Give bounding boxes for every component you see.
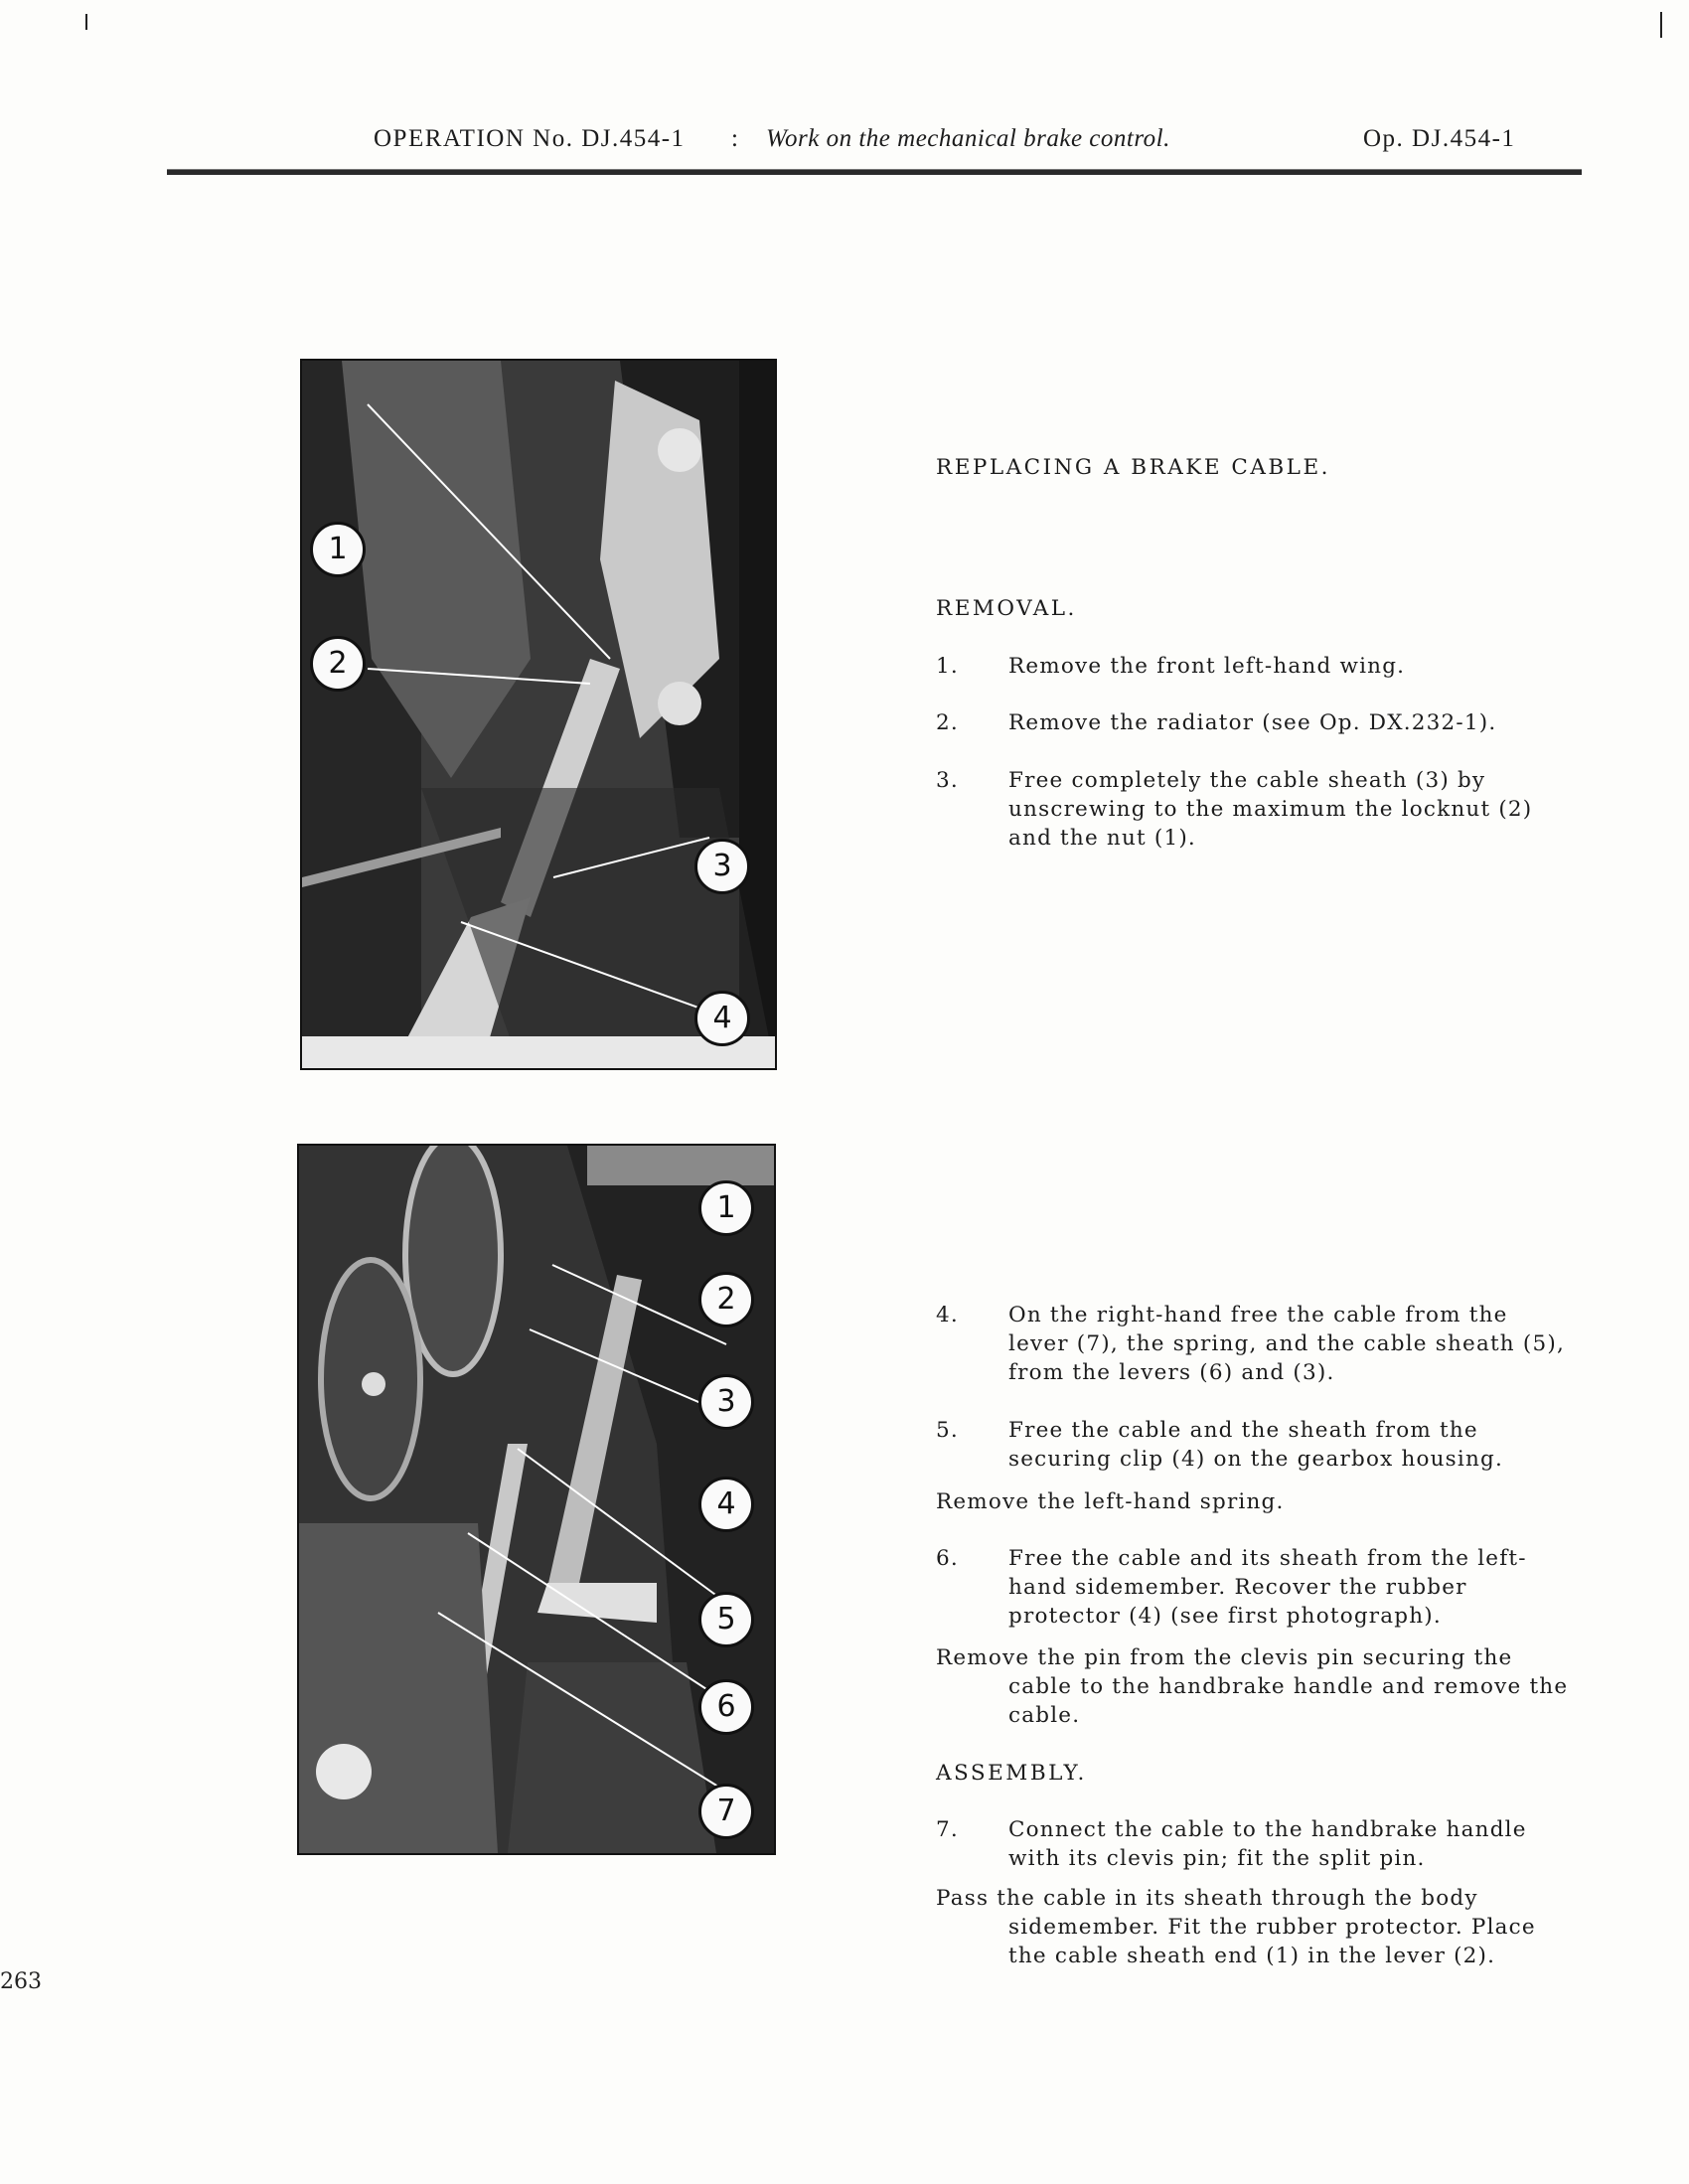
- callout-2: 2: [310, 636, 366, 692]
- step-text: Free the cable and its sheath from the left-hand sidemember. Recover the rubber protector (4) (see first photograph).: [1008, 1546, 1527, 1629]
- operation-number: OPERATION No. DJ.454-1: [374, 125, 686, 152]
- callout-1: 1: [698, 1180, 754, 1236]
- step-number: 4.: [936, 1303, 959, 1327]
- step-number: 5.: [936, 1418, 959, 1443]
- callout-6: 6: [698, 1679, 754, 1735]
- step-number: 3.: [936, 768, 959, 793]
- step-text: Free completely the cable sheath (3) by unscrewing to the maximum the locknut (2) and the nut (1).: [1008, 768, 1533, 851]
- note-remove-pin: Remove the pin from the clevis pin securing the cable to the handbrake handle and remove the cable.: [936, 1645, 1569, 1728]
- note-pass-cable: Pass the cable in its sheath through the body sidemember. Fit the rubber protector. Place the cable sheath end (1) in the lever (2).: [936, 1886, 1536, 1968]
- step-text: Free the cable and the sheath from the securing clip (4) on the gearbox housing.: [1008, 1418, 1504, 1472]
- step-number: 2.: [936, 710, 959, 735]
- step-number: 7.: [936, 1817, 959, 1842]
- header-separator: :: [731, 125, 740, 152]
- section-title: REPLACING A BRAKE CABLE.: [936, 455, 1330, 480]
- callout-2: 2: [698, 1272, 754, 1327]
- callout-1: 1: [310, 522, 366, 577]
- assembly-heading: ASSEMBLY.: [936, 1761, 1087, 1786]
- step-text: Remove the radiator (see Op. DX.232-1).: [1008, 710, 1497, 735]
- page-number: 263: [0, 1969, 42, 1994]
- scan-mark-left: [85, 14, 87, 30]
- callout-3: 3: [698, 1374, 754, 1430]
- operation-title: Work on the mechanical brake control.: [766, 125, 1170, 152]
- callout-3: 3: [694, 839, 750, 894]
- callout-4: 4: [694, 991, 750, 1046]
- step-number: 1.: [936, 654, 959, 679]
- removal-heading: REMOVAL.: [936, 596, 1077, 621]
- step-text: Connect the cable to the handbrake handle with its clevis pin; fit the split pin.: [1008, 1817, 1527, 1871]
- scan-mark-right: [1660, 12, 1662, 38]
- operation-reference: Op. DJ.454-1: [1363, 125, 1516, 152]
- callout-5: 5: [698, 1592, 754, 1647]
- callout-7: 7: [698, 1784, 754, 1839]
- note-remove-spring: Remove the left-hand spring.: [936, 1489, 1285, 1514]
- step-text: On the right-hand free the cable from the lever (7), the spring, and the cable sheath (5), from the levers (6) and (3).: [1008, 1303, 1565, 1385]
- photo-front-cable: [300, 359, 777, 1070]
- photo-front-cable-image: [302, 361, 775, 1068]
- step-number: 6.: [936, 1546, 959, 1571]
- instructions-column: [936, 0, 1572, 2184]
- callout-4: 4: [698, 1477, 754, 1532]
- step-text: Remove the front left-hand wing.: [1008, 654, 1406, 679]
